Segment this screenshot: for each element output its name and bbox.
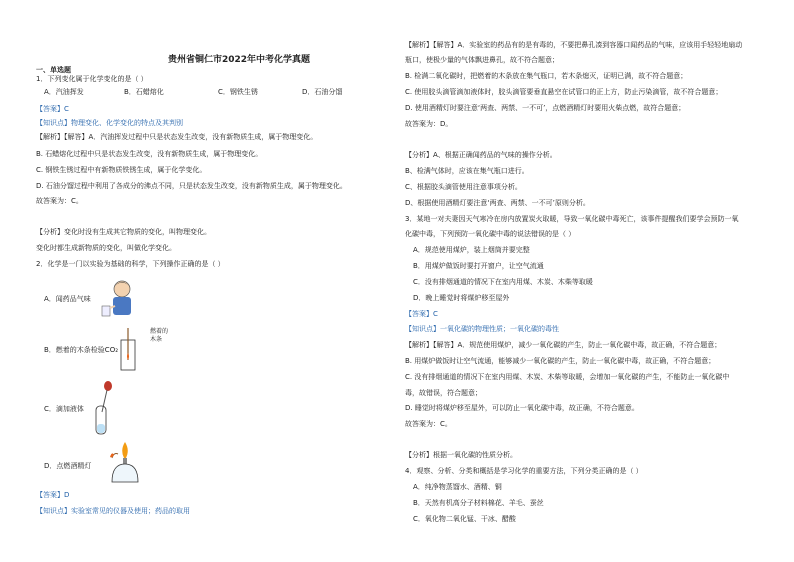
alcohol-lamp-figure bbox=[104, 440, 146, 486]
q2-analysis-line: B、检满气体时，应该在集气瓶口进行。 bbox=[405, 167, 529, 175]
q2-analysis-line: C、根据胶头滴管使用注意事项分析。 bbox=[405, 183, 522, 191]
q2-knowledge-point: 【知识点】实验室常见的仪器及使用；药品的取用 bbox=[36, 507, 190, 515]
q2-answer: 【答案】D bbox=[36, 491, 70, 499]
page-title: 贵州省铜仁市2022年中考化学真题 bbox=[168, 55, 311, 65]
figure-label: 木条 bbox=[150, 336, 163, 343]
q2-option-c: C．滴加液体 bbox=[44, 405, 84, 413]
q2-analysis-line: D、根据使用酒精灯要注意‘两查、两禁、一不可’原则分析。 bbox=[405, 199, 590, 207]
q3-answer: 【答案】C bbox=[405, 310, 438, 318]
q2-explanation-line: 故答案为：D。 bbox=[405, 120, 453, 128]
q2-analysis-line: 【分析】A、根据正确闻药品的气味的操作分析。 bbox=[405, 151, 557, 159]
q3-explanation-line: D. 睡觉时将煤炉移至屋外，可以防止一氧化碳中毒，故正确，不符合题意。 bbox=[405, 404, 639, 412]
q3-knowledge-point: 【知识点】一氧化碳的物理性质；一氧化碳的毒性 bbox=[405, 325, 559, 333]
question-1: 1．下列变化属于化学变化的是（ ） bbox=[36, 75, 148, 83]
q1-option-b: B．石蜡熔化 bbox=[124, 88, 164, 96]
q3-analysis: 【分析】根据一氧化碳的性质分析。 bbox=[405, 451, 517, 459]
figure-label: 燃着的 bbox=[150, 328, 169, 335]
q1-explanation-line: B. 石蜡熔化过程中只是状态发生改变，没有新物质生成，属于物理变化。 bbox=[36, 150, 263, 158]
q1-explanation-line: 【解析】【解答】A．汽油挥发过程中只是状态发生改变，没有新物质生成，属于物理变化。 bbox=[36, 133, 318, 141]
q3-option-d: D．晚上睡觉时将煤炉移至屋外 bbox=[413, 294, 510, 302]
q1-answer: 【答案】C bbox=[36, 105, 69, 113]
q4-option-c: C．氧化物二氧化锰、干冰、醋酸 bbox=[413, 515, 516, 523]
section-heading: 一、单选题 bbox=[36, 66, 71, 74]
q3-option-a: A．规范使用煤炉，装上烟筒并要完整 bbox=[413, 246, 530, 254]
q1-option-a: A．汽油挥发 bbox=[44, 88, 84, 96]
q2-explanation-line: B. 检满二氧化碳时，把燃着的木条放在集气瓶口，若木条熄灭，证明已满，故不符合题意； bbox=[405, 72, 688, 80]
question-3: 化碳中毒，下列预防一氧化碳中毒的说法错误的是（ ） bbox=[405, 230, 576, 238]
q2-explanation-line: 瓶口，使极少量的气体飘进鼻孔，故不符合题意； bbox=[405, 56, 559, 64]
q2-explanation-line: C. 使用胶头滴管滴加液体时，胶头滴管要垂直悬空在试管口的正上方，防止污染滴管，故不符合题意； bbox=[405, 88, 723, 96]
q2-option-d: D．点燃酒精灯 bbox=[44, 462, 92, 470]
q3-explanation-line: 故答案为：C。 bbox=[405, 420, 452, 428]
q3-explanation-line: 【解析】【解答】A．规范使用煤炉，减少一氧化碳的产生，防止一氧化碳中毒，故正确，不符合题意； bbox=[405, 341, 722, 349]
q1-knowledge-point: 【知识点】物理变化、化学变化的特点及其判别 bbox=[36, 119, 183, 127]
q4-option-a: A．纯净物蒸馏水、酒精、铜 bbox=[413, 483, 502, 491]
q2-explanation-line: 【解析】【解答】A．实验室的药品有的是有毒的，不要把鼻孔凑到容器口闻药品的气味，应该用手轻轻地扇动 bbox=[405, 41, 743, 49]
q3-option-b: B．用煤炉做饭时要打开窗户，让空气流通 bbox=[413, 262, 544, 270]
dropper-figure bbox=[90, 380, 116, 436]
q3-explanation-line: C. 没有排烟通道的情况下在室内用煤、木炭、木柴等取暖，会增加一氧化碳的产生，不能防止一氧化碳中 bbox=[405, 373, 730, 381]
smell-figure bbox=[98, 278, 134, 318]
q3-explanation-line: B. 用煤炉做饭时让空气流通，能够减少一氧化碳的产生，防止一氧化碳中毒，故正确，不符合题意； bbox=[405, 357, 716, 365]
q2-explanation-line: D. 使用酒精灯时要注意‘两查、两禁、一不可’，点燃酒精灯时要用火柴点燃，故符合题意； bbox=[405, 104, 686, 112]
q1-explanation-line: D. 石油分馏过程中利用了各成分的沸点不同，只是状态发生改变，没有新物质生成，属于物理变化。 bbox=[36, 182, 347, 190]
q1-analysis-line: 变化时都生成新物质的变化，叫做化学变化。 bbox=[36, 244, 176, 252]
question-3: 3．某地一对夫妻因天气寒冷在房内放置炭火取暖，导致一氧化碳中毒死亡，该事件提醒我们要学会预防一氧 bbox=[405, 215, 739, 223]
q2-option-b: B．燃着的木条检验CO₂ bbox=[44, 346, 119, 354]
q1-option-c: C．钢铁生锈 bbox=[218, 88, 258, 96]
q1-option-d: D．石油分馏 bbox=[302, 88, 343, 96]
question-4: 4．观察、分析、分类和概括是学习化学的重要方法，下列分类正确的是（ ） bbox=[405, 467, 643, 475]
burning-stick-figure bbox=[115, 326, 155, 372]
q1-explanation-line: C. 钢铁生锈过程中有新物质铁锈生成，属于化学变化。 bbox=[36, 166, 207, 174]
question-2: 2．化学是一门以实验为基础的科学，下列操作正确的是（ ） bbox=[36, 260, 225, 268]
q3-option-c: C．没有排烟通道的情况下在室内用煤、木炭、木柴等取暖 bbox=[413, 278, 593, 286]
q4-option-b: B．天然有机高分子材料棉花、羊毛、蚕丝 bbox=[413, 499, 544, 507]
q1-analysis-line: 【分析】变化时没有生成其它物质的变化，叫物理变化。 bbox=[36, 228, 211, 236]
q2-option-a: A．闻药品气味 bbox=[44, 295, 91, 303]
q3-explanation-line: 毒，故错误，符合题意； bbox=[405, 389, 482, 397]
q1-explanation-line: 故答案为：C。 bbox=[36, 197, 83, 205]
